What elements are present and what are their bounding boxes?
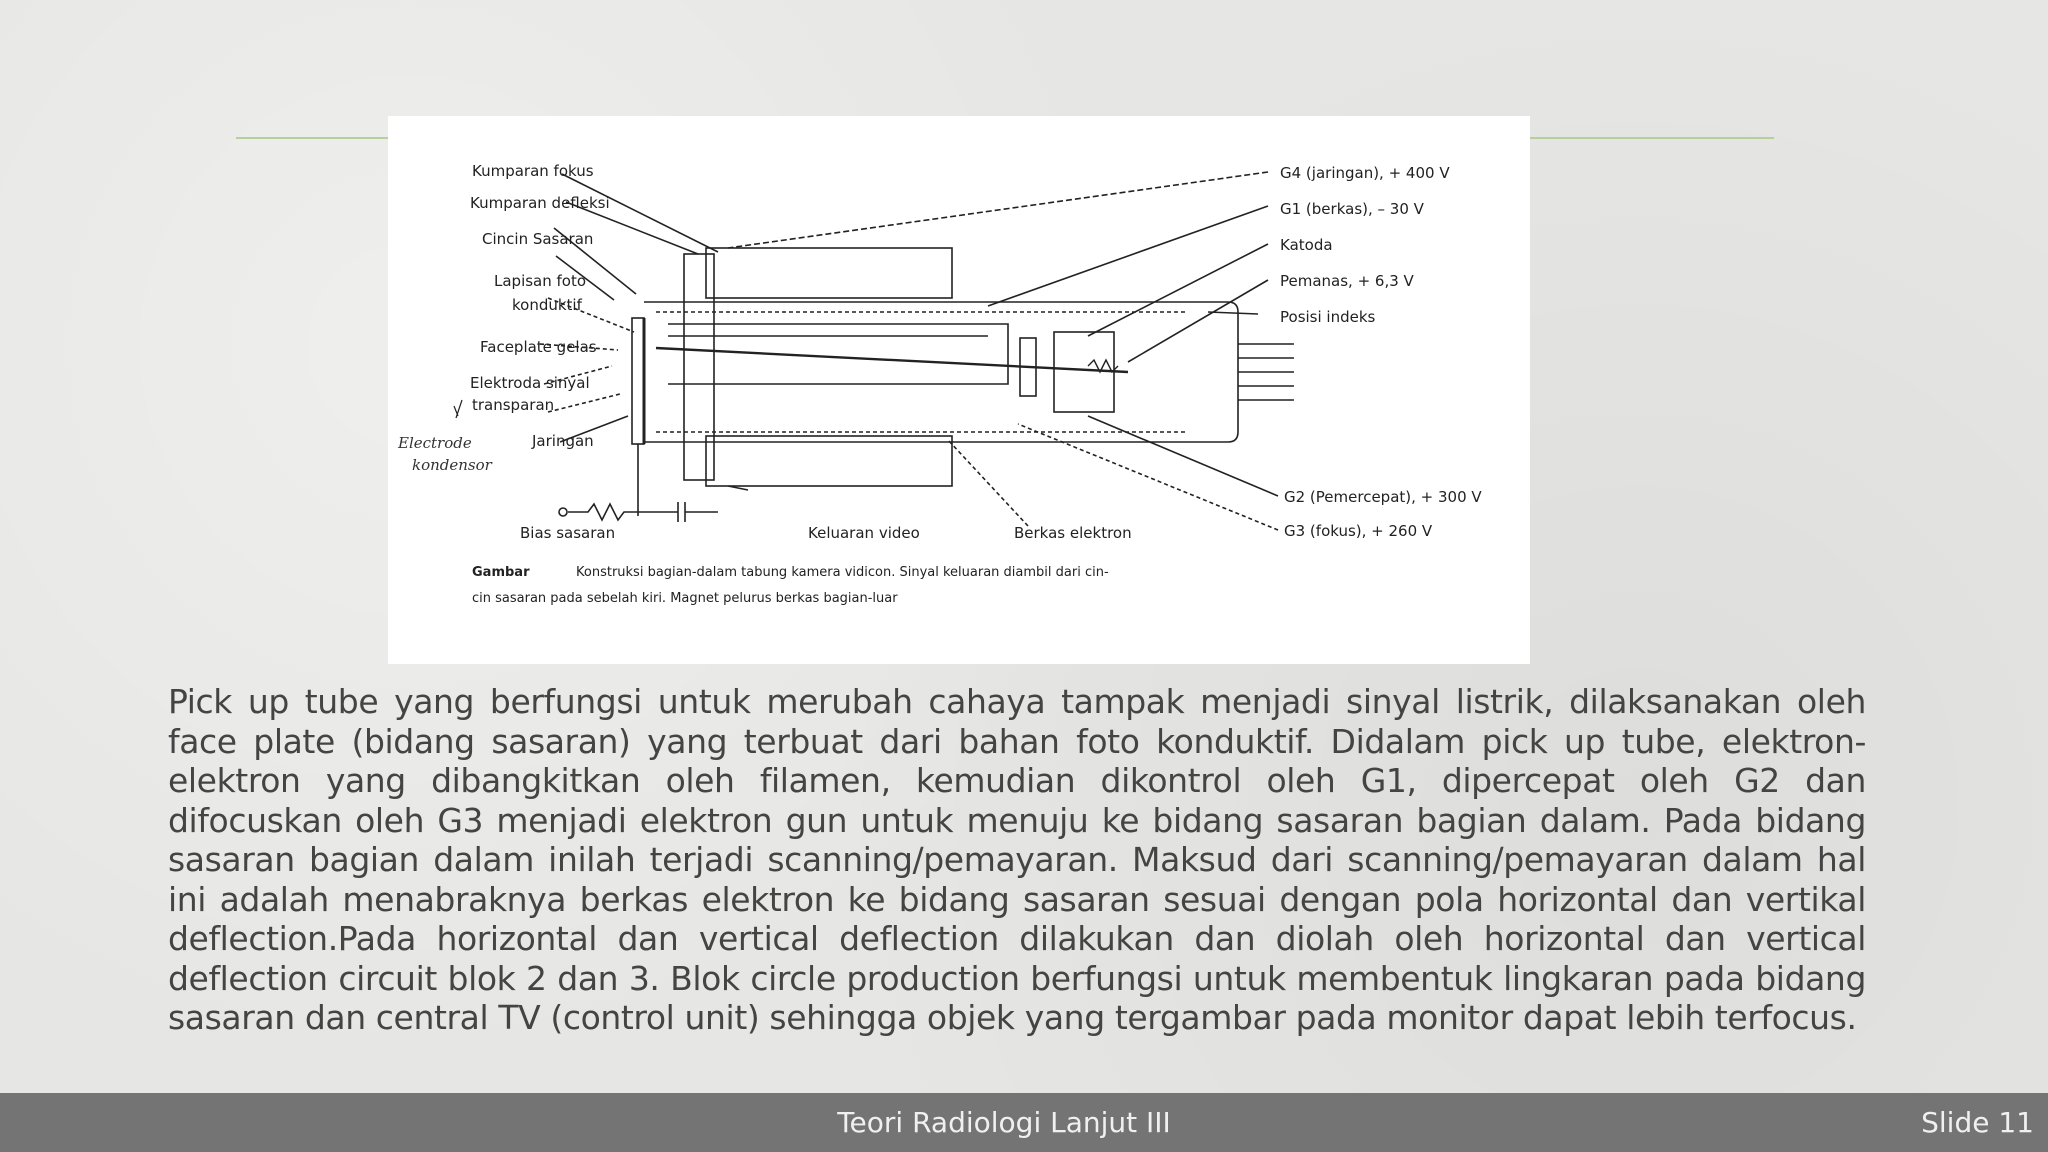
caption-line-1: Konstruksi bagian-dalam tabung kamera vidicon. Sinyal keluaran diambil dari cin- — [576, 565, 1109, 580]
label-pemanas: Pemanas, + 6,3 V — [1280, 272, 1414, 290]
label-jaringan: Jaringan — [532, 432, 594, 450]
footer-bar — [0, 1093, 2048, 1152]
accent-line-right — [1530, 137, 1774, 139]
label-g1: G1 (berkas), – 30 V — [1280, 200, 1424, 218]
caption-label: Gambar — [472, 565, 530, 580]
body-paragraph: Pick up tube yang berfungsi untuk merubah cahaya tampak menjadi sinyal listrik, dilaksanakan oleh face plate (bidang sasaran) yang terbuat dari bahan foto konduktif. Didalam pick up tube, elektron-elektron yang dibangkitkan oleh filamen, kemudian dikontrol oleh G1, dipercepat oleh G2 dan difocuskan oleh G3 menjadi elektron gun untuk menuju ke bidang sasaran bagian dalam. Pada bidang sasaran bagian dalam inilah terjadi scanning/pemayaran. Maksud dari scanning/pemayaran dalam hal ini adalah menabraknya berkas elektron ke bidang sasaran sesuai dengan pola horizontal dan vertikal deflection.Pada horizontal dan vertical deflection dilakukan dan diolah oleh horizontal dan vertical deflection circuit blok 2 dan 3. Blok circle production berfungsi untuk membentuk lingkaran pada bidang sasaran dan central TV (control unit) sehingga objek yang tergambar pada monitor dapat lebih terfocus. — [168, 682, 1866, 1037]
accent-line-left — [236, 137, 388, 139]
slide-number: Slide 11 — [1921, 1106, 2034, 1139]
label-g4: G4 (jaringan), + 400 V — [1280, 164, 1450, 182]
label-kumparan-defleksi: Kumparan defleksi — [470, 194, 610, 212]
label-kumparan-fokus: Kumparan fokus — [472, 162, 594, 180]
label-posisi-indeks: Posisi indeks — [1280, 308, 1376, 326]
label-bias-sasaran: Bias sasaran — [520, 524, 616, 542]
label-g3: G3 (fokus), + 260 V — [1284, 522, 1433, 540]
label-cincin-sasaran: Cincin Sasaran — [482, 230, 594, 248]
label-elektroda-sinyal: Elektroda sinyal — [470, 374, 590, 392]
label-transparan: transparan — [472, 396, 555, 414]
handwritten-note-1: Electrode — [398, 434, 472, 452]
label-faceplate-gelas: Faceplate gelas — [480, 338, 597, 356]
handwritten-note-2: kondensor — [412, 456, 492, 474]
label-katoda: Katoda — [1280, 236, 1333, 254]
label-lapisan-foto: Lapisan foto — [494, 272, 587, 290]
label-keluaran-video: Keluaran video — [808, 524, 920, 542]
vidicon-diagram — [388, 116, 1530, 664]
caption-line-2: cin sasaran pada sebelah kiri. Magnet pelurus berkas bagian-luar — [472, 591, 898, 606]
label-berkas-elektron: Berkas elektron — [1014, 524, 1132, 542]
footer-title: Teori Radiologi Lanjut III — [837, 1106, 1171, 1139]
label-g2: G2 (Pemercepat), + 300 V — [1284, 488, 1482, 506]
label-konduktif: konduktif — [512, 296, 582, 314]
